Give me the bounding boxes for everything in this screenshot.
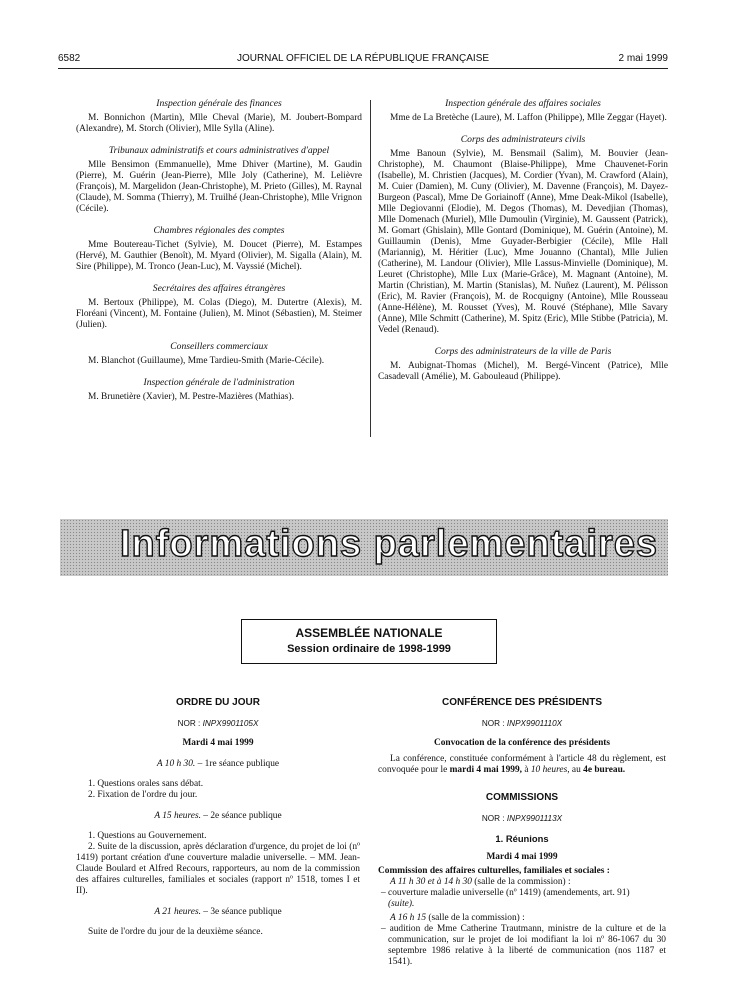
agenda-item: 1. Questions orales sans débat.: [88, 779, 204, 789]
conference-text: [378, 754, 666, 776]
section-text: M. Bonnichon (Martin), Mlle Cheval (Marie), M. Joubert-Bompard (Alexandre), M. Storch (Olivier), Mlle Sylla (Aline).: [76, 113, 362, 134]
journal-title: JOURNAL OFFICIEL DE LA RÉPUBLIQUE FRANÇAISE: [236, 53, 490, 64]
commissions-subtitle: 1. Réunions: [495, 833, 549, 844]
session-line: [76, 759, 360, 770]
session-time: A 15 heures.: [154, 811, 201, 821]
conference-title: CONFÉRENCE DES PRÉSIDENTS: [441, 697, 603, 708]
banner-title: Informations parlementaires: [120, 523, 659, 565]
section-text: Mlle Bensimon (Emmanuelle), Mme Dhiver (Martine), M. Gaudin (Pierre), M. Guérin (Jean-Pierre), Mlle Joly (Catherine), M. Lelièvre (François), M. Margelidon (Jean-Christophe), M. Prieto (Gilles), M. Raynal (Claude), M. Somma (Thierry), M. Truilhé (Jean-Christophe), Mlle Vrignon (Cécile).: [76, 160, 362, 214]
meeting-time: A 16 h 15: [390, 913, 427, 923]
page-header: [58, 53, 668, 67]
commission-name: Commission des affaires culturelles, familiales et sociales :: [378, 866, 610, 876]
nor-code: INPX9901110X: [506, 719, 563, 728]
text-fragment: au: [571, 765, 581, 775]
left-column: [76, 98, 362, 413]
agenda-item: 2. Fixation de l'ordre du jour.: [88, 790, 198, 800]
section-text: M. Blanchot (Guillaume), Mme Tardieu-Smith (Marie-Cécile).: [88, 356, 325, 366]
section-text: M. Brunetière (Xavier), M. Pestre-Mazières (Mathias).: [88, 392, 294, 402]
meeting-place: (salle de la commission) :: [474, 877, 571, 887]
session-label: – 3e séance publique: [203, 907, 282, 917]
section-heading: Conseillers commerciaux: [170, 341, 268, 352]
agenda-item: 2. Suite de la discussion, après déclaration d'urgence, du projet de loi (nº 1419) portant création d'une couverture maladie universelle. – MM. Jean-Claude Boulard et Alfred Recours, rapporteurs, au nom de la commission des affaires culturelles, familiales et sociales (rapport nº 1518, tomes I et II).: [76, 842, 360, 896]
meeting-time: A 11 h 30 et à 14 h 30: [390, 877, 472, 887]
header-rule: [58, 68, 668, 69]
section-heading: Corps des administrateurs civils: [460, 134, 586, 145]
conference-column: [378, 697, 666, 968]
section-heading: Chambres régionales des comptes: [153, 225, 285, 236]
commissions-day: Mardi 4 mai 1999: [486, 852, 558, 862]
text-fragment: La conférence, constituée conformément à l'article 48 du règlement, est convoquée pour le: [378, 754, 666, 775]
column-divider: [370, 100, 371, 437]
meeting-line: [378, 877, 666, 888]
section-heading: Inspection générale des affaires sociales: [445, 98, 601, 109]
ordre-du-jour-column: [76, 697, 360, 938]
nor-label: NOR :: [177, 719, 201, 728]
session-time: A 21 heures.: [154, 907, 201, 917]
nor-reference: [378, 718, 666, 729]
session-label: – 1re séance publique: [197, 759, 280, 769]
session-text: Suite de l'ordre du jour de la deuxième séance.: [88, 927, 263, 937]
nor-code: INPX9901105X: [202, 719, 259, 728]
session-items: [76, 779, 360, 801]
text-fragment: à: [524, 765, 529, 775]
nor-code: INPX9901113X: [506, 814, 563, 823]
commissions-title: COMMISSIONS: [485, 792, 559, 803]
conference-subtitle: Convocation de la conférence des présidents: [433, 738, 611, 748]
meeting-date: mardi 4 mai 1999,: [449, 765, 522, 775]
right-column: [378, 98, 668, 393]
section-text: Mme Boutereau-Tichet (Sylvie), M. Doucet (Pierre), M. Estampes (Hervé), M. Gauthier (Benoît), M. Myard (Olivier), M. Sigalla (Alain), M. Sire (Philippe), M. Tronco (Jean-Luc), M. Vayssié (Michel).: [76, 240, 362, 272]
section-text: M. Aubignat-Thomas (Michel), M. Bergé-Vincent (Patrice), Mlle Casadevall (Amélie), M. Gabouleaud (Philippe).: [378, 361, 668, 382]
issue-date: 2 mai 1999: [618, 53, 668, 64]
agenda-item: 1. Questions au Gouvernement.: [88, 831, 207, 841]
meeting-time: 10 heures,: [530, 765, 570, 775]
session-line: [76, 811, 360, 822]
section-banner: [60, 519, 668, 576]
section-heading: Secrétaires des affaires étrangères: [152, 283, 286, 294]
assembly-title: ASSEMBLÉE NATIONALE: [295, 626, 443, 640]
meeting-room: 4e bureau.: [583, 765, 626, 775]
meeting-item: (suite).: [388, 899, 415, 909]
section-text: Mme de La Bretèche (Laure), M. Laffon (Philippe), Mlle Zeggar (Hayet).: [390, 113, 667, 123]
section-text: Mme Banoun (Sylvie), M. Bensmail (Salim), M. Bouvier (Jean-Christophe), M. Chaumont (Blaise-Philippe), Mme Chauvenet-Forin (Isabelle), M. Christien (Jacques), M. Cordier (Yvan), M. Crawford (Alain), M. Cuier (Damien), M. Cuny (Olivier), M. Davenne (François), M. Dayez-Burgeon (Pascal), Mme De Goriainoff (Anne), Mme Deak-Mikol (Isabelle), Mlle Degiovanni (Elodie), M. Degos (Thomas), M. Devedjian (Thomas), Mlle Domenach (Muriel), Mlle Dumoulin (Virginie), M. Gaussent (Patrick), M. Gomart (Ghislain), Mlle Gontard (Dominique), M. Guérin (Antoine), M. Guillaumin (Denis), Mme Guyader-Berbigier (Cécile), Mlle Hall (Mariannig), M. Héritier (Luc), Mme Jouanno (Chantal), Mlle Julien (Catherine), M. Landour (Olivier), Mlle Lassus-Minvielle (Dominique), M. Leuret (Christophe), Mlle Lux (Marie-Grâce), M. Magnant (Antoine), M. Martin (Christian), M. Martin (Stanislas), M. Nuñez (Laurent), M. Pélisson (Eric), M. Ravier (François), M. de Rocquigny (Antoine), Mlle Rousseau (Anne-Hélène), M. Rousset (Yves), M. Rouvé (Stéphane), Mlle Savary (Anne), Mlle Schmitt (Catherine), M. Spitz (Eric), Mlle Stibbe (Patricia), M. Vedel (Renaud).: [378, 149, 668, 335]
session-items: [76, 831, 360, 897]
nor-reference: [76, 718, 360, 729]
session-title: Session ordinaire de 1998-1999: [287, 643, 451, 655]
meeting-item: – audition de Mme Catherine Trautmann, ministre de la culture et de la communication, sur le projet de loi modifiant la loi nº 86-1067 du 30 septembre 1986 relative à la liberté de communication (nos 1187 et 1541).: [381, 924, 666, 967]
page-number: 6582: [58, 53, 81, 64]
section-text: M. Bertoux (Philippe), M. Colas (Diego), M. Dutertre (Alexis), M. Floréani (Vincent), M. Fontaine (Julien), M. Minot (Sébastien), M. Steimer (Julien).: [76, 298, 362, 330]
meeting-place: (salle de la commission) :: [428, 913, 525, 923]
nor-label: NOR :: [481, 719, 505, 728]
session-label: – 2e séance publique: [203, 811, 282, 821]
nor-reference: [378, 813, 666, 824]
meeting-item: – couverture maladie universelle (nº 1419) (amendements, art. 91): [381, 888, 630, 898]
section-heading: Tribunaux administratifs et cours administratives d'appel: [108, 145, 330, 156]
agenda-day: Mardi 4 mai 1999: [182, 738, 254, 748]
session-line: [76, 907, 360, 918]
session-time: A 10 h 30.: [156, 759, 196, 769]
section-heading: Inspection générale de l'administration: [143, 377, 295, 388]
nor-label: NOR :: [481, 814, 505, 823]
section-heading: Corps des administrateurs de la ville de Paris: [434, 346, 612, 357]
meeting-line: [378, 913, 666, 924]
assembly-box: [241, 619, 497, 664]
section-heading: Inspection générale des finances: [156, 98, 282, 109]
ordre-du-jour-title: ORDRE DU JOUR: [176, 697, 260, 708]
